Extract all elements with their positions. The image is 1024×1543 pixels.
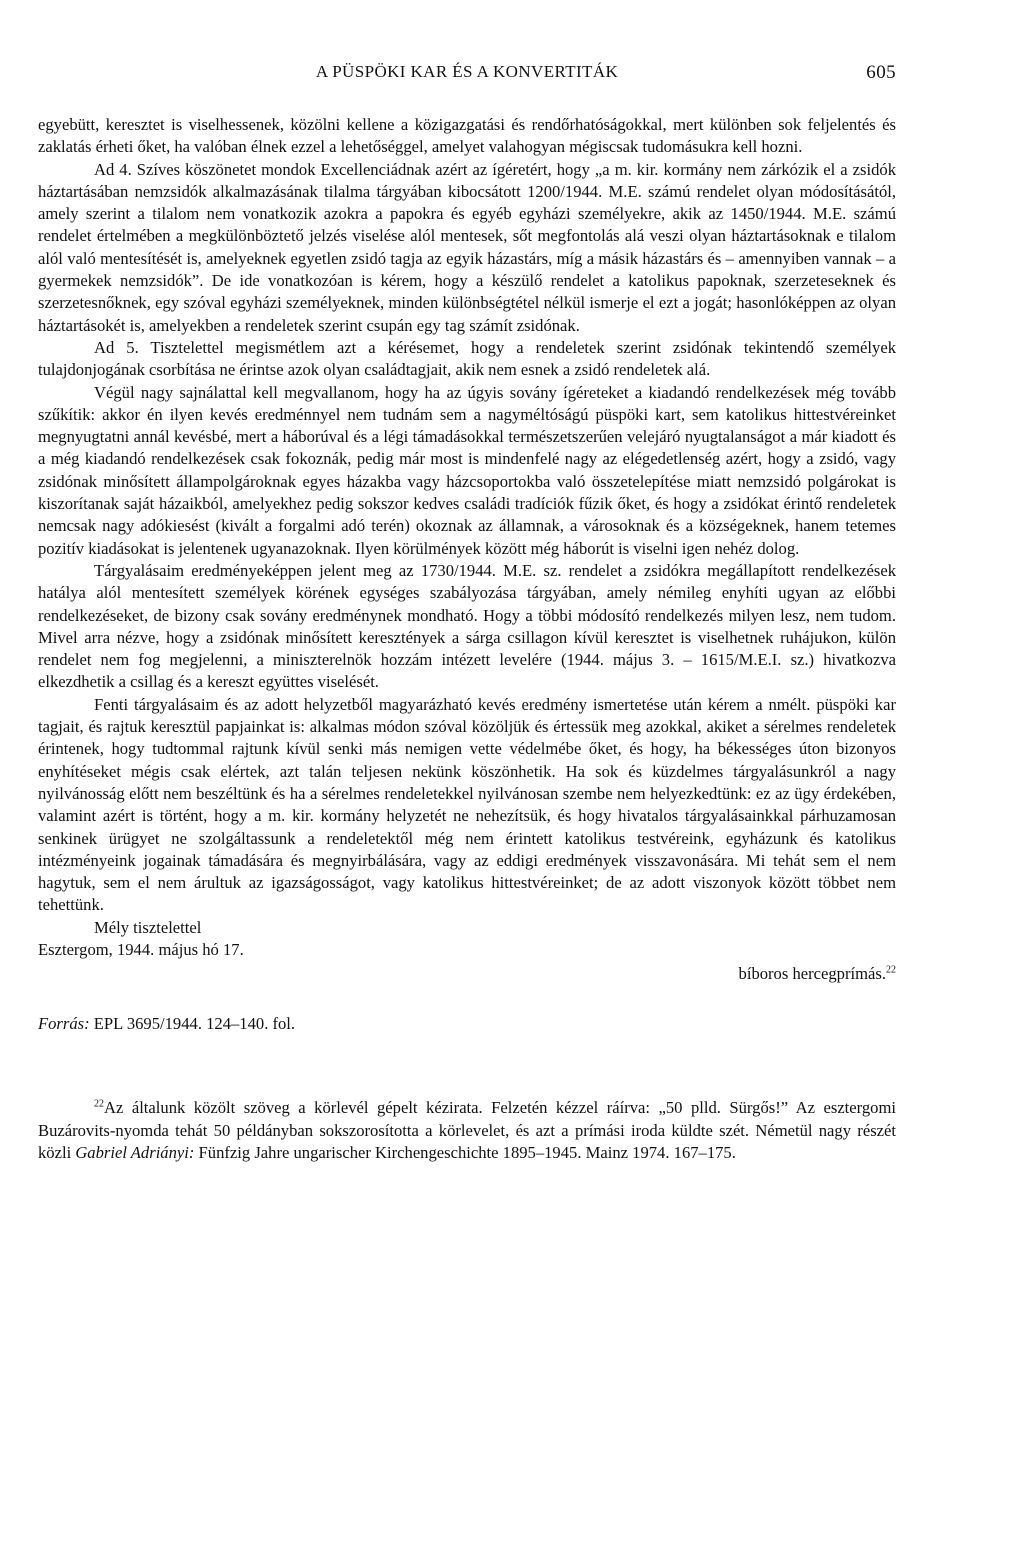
- signer-footnote-ref: 22: [886, 964, 896, 976]
- body-text: [38, 114, 896, 917]
- running-title: A PÜSPÖKI KAR ÉS A KONVERTITÁK: [315, 62, 619, 81]
- paragraph-3: Ad 5. Tisztelettel megismétlem azt a kérésemet, hogy a rendeletek szerint zsidónak tekintendő személyek tulajdonjogának csorbítása ne érintse azok olyan családtagjait, akik nem esnek a zsidó rendeletek alá.: [38, 337, 896, 380]
- signer: [739, 963, 896, 985]
- paragraph-1: egyebütt, keresztet is viselhessenek, közölni kellene a közigazgatási és rendőrhatóságokkal, mert különben sok feljelentés és zaklatás érheti őket, ha valóban élnek ezzel a lehetőséggel, amelyet valahogyan mégiscsak tudomásukra kell hozni.: [38, 115, 896, 157]
- signer-title: bíboros hercegprímás.: [738, 963, 886, 983]
- closing-block: [38, 917, 896, 1036]
- footnote-text-before: Az általunk közölt szöveg a körlevél gépelt kézirata. Felzetén kézzel ráírva: „50 plld. Sürgős!” Az esztergomi Buzárovits-nyomda tehát 50 példányban sokszorosította a körlevelet, és azt a prímási iroda küldte szét. Németül nagy részét közli: [38, 1098, 896, 1162]
- page-number: 605: [866, 62, 896, 83]
- source-label: Forrás:: [38, 1013, 90, 1033]
- paragraph-5: Tárgyalásaim eredményeképpen jelent meg az 1730/1944. M.E. sz. rendelet a zsidókra megállapított rendelkezések hatálya alól mentesített személyek körének egységes szabályozása tárgyában, amely némileg enyhíti ugyan az előbbi rendelkezéseket, de bizony csak sovány eredménynek mondható. Hogy a többi módosító rendelkezés milyen lesz, nem tudom. Mivel arra nézve, hogy a zsidónak minősített keresztények a sárga csillagon kívül keresztet is viselhetnek ruhájukon, külön rendelet nem fog megjelenni, a miniszterelnök hozzám intézett levelére (1944. május 3. – 1615/M.E.I. sz.) hivatkozva elkezdhetik a csillag és a kereszt együttes viselését.: [38, 560, 896, 692]
- footnote-author: Gabriel Adriányi:: [75, 1142, 195, 1162]
- document-page: [38, 62, 896, 1164]
- signature-block: [38, 939, 896, 999]
- footnote-text-after: Fünfzig Jahre ungarischer Kirchengeschichte 1895–1945. Mainz 1974. 167–175.: [194, 1142, 736, 1162]
- footnote-ref: 22: [94, 1098, 104, 1110]
- source-reference: EPL 3695/1944. 124–140. fol.: [93, 1013, 296, 1033]
- source-line: [38, 1013, 896, 1035]
- paragraph-6: Fenti tárgyalásaim és az adott helyzetből magyarázható kevés eredmény ismertetése után kérem a nmélt. püspöki kar tagjait, és rajtuk keresztül papjainkat is: alkalmas módon szóval közöljük és értessük meg azokkal, akiket a sérelmes rendeletek érintenek, hogy tudtommal rajtunk kívül senki más nemigen vette védelmébe őket, és hogy, ha békességes úton bizonyos enyhítéseket mégis csak elértek, azt talán teljesen nekünk köszönhetik. Ha sok és küzdelmes tárgyalásunkról a nagy nyilvánosság előtt nem beszéltünk és ha a sérelmes rendeletekkel nyilvánosan szembe nem helyezkedtünk: ez az ügy érdekében, valamint azért is történt, hogy a m. kir. kormány helyzetét ne nehezítsük, és hogy hivatalos tárgyalásainkkal párhuzamosan senkinek ürügyet ne szolgáltassunk a rendeletektől még nem érintett katolikus testvéreink, egyházunk és katolikus intézményeink jogainak támadására és megnyirbálására, vagy az eddigi eredmények visszavonására. Mi tehát sem el nem hagytuk, sem el nem árultuk az igazságosságot, vagy katolikus hittestvéreinket; de az adott viszonyok között többet nem tehettünk.: [38, 694, 896, 915]
- place-date: Esztergom, 1944. május hó 17.: [38, 939, 244, 959]
- footnote: [38, 1097, 896, 1164]
- running-header: [38, 62, 896, 92]
- paragraph-4: Végül nagy sajnálattal kell megvallanom, hogy ha az úgyis sovány ígéreteket a kiadandó rendelkezések még tovább szűkítik: akkor én ilyen kevés eredménnyel nem tudnám sem a nagyméltóságú püspöki kart, sem katolikus hittestvéreinket megnyugtatni annál kevésbé, mert a háborúval és a légi támadásokkal természetszerűen velejáró nyugtalanságot a már kiadott és a még kiadandó rendelkezések csak fokoznák, pedig már most is mindenfelé nagy az elégedetlenség azért, hogy a zsidó, vagy zsidónak minősített állampolgároknak egyes házakba vagy házcsoportokba való összetelepítése miatt nemzsidó polgárokat is kiszorítanak saját házaikból, amelyekhez pedig sokszor kedves családi tradíciók fűzik őket, és hogy a zsidókat érintő rendeletek nemcsak nagy adókiesést (kivált a forgalmi adó terén) okoznak az államnak, a városoknak és a községeknek, hanem tetemes pozitív kiadásokat is jelentenek ugyanazoknak. Ilyen körülmények között még háborút is viselni igen nehéz dolog.: [38, 382, 896, 558]
- paragraph-2: Ad 4. Szíves köszönetet mondok Excellenciádnak azért az ígéretért, hogy „a m. kir. kormány nem zárkózik el a zsidók háztartásában nemzsidók alkalmazásának tilalma tárgyában kibocsátott 1200/1944. M.E. számú rendelet olyan módosításától, amely szerint a tilalom nem vonatkozik azokra a papokra és egyéb egyházi személyekre, akik az 1450/1944. M.E. számú rendelet értelmében a megkülönböztető jelzés viselése alól mentesek, sőt megfontolás alá veszi olyan háztartásoknak e tilalom alól való mentesítését is, amelyeknek egyetlen zsidó tagja az egyik házastárs, míg a másik házastárs és – amennyiben vannak – a gyermekek nemzsidók”. De ide vonatkozóan is kérem, hogy a készülő rendelet a katolikus papoknak, szerzeteseknek és szerzetesnőknek, egy szóval egyházi személyeknek, minden különbségtétel nélkül ismerje el ezt a jogát; hasonlóképpen az olyan háztartásokét is, amelyekben a rendeletek szerint csupán egy tag számít zsidónak.: [38, 159, 896, 335]
- closing-greeting: Mély tisztelettel: [94, 917, 202, 937]
